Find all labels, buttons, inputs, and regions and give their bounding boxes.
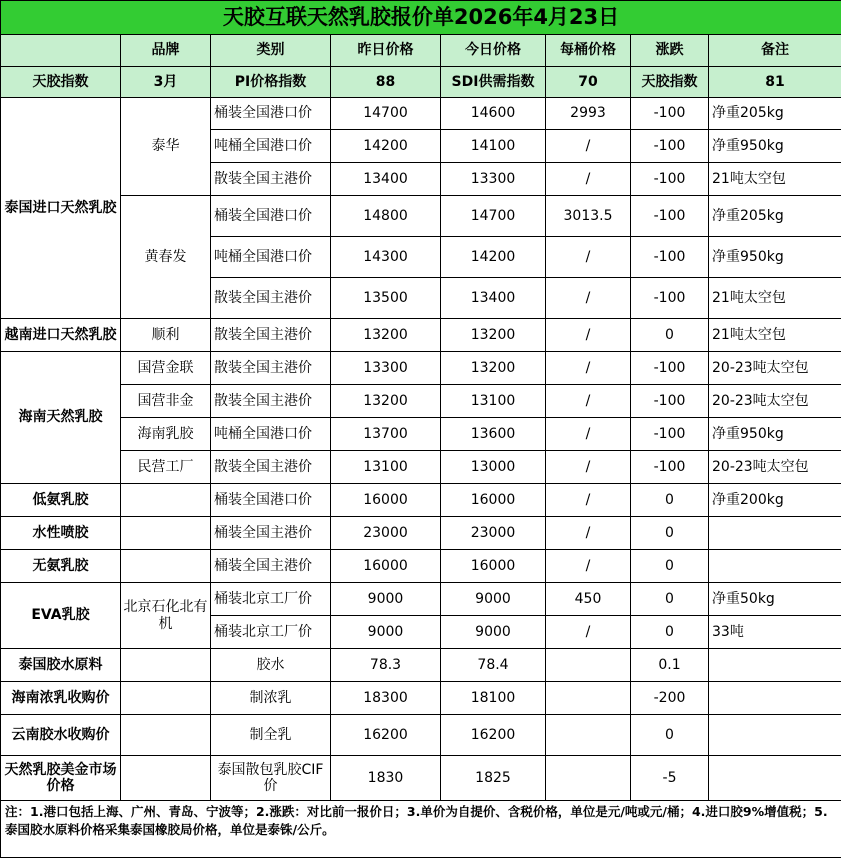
barrel-price-cell: / [546, 163, 631, 196]
today-price-cell: 13000 [441, 451, 546, 484]
note-cell: 20-23吨太空包 [709, 352, 841, 385]
yesterday-price-cell: 13700 [331, 418, 441, 451]
change-cell: -100 [631, 352, 709, 385]
barrel-price-cell: / [546, 278, 631, 319]
note-cell: 20-23吨太空包 [709, 385, 841, 418]
yesterday-price-cell: 13200 [331, 319, 441, 352]
brand-cell [121, 550, 211, 583]
note-cell: 净重950kg [709, 237, 841, 278]
today-price-cell: 13600 [441, 418, 546, 451]
note-cell: 净重950kg [709, 418, 841, 451]
yesterday-price-cell: 1830 [331, 756, 441, 801]
table-row [1, 484, 841, 517]
yesterday-price-cell: 14200 [331, 130, 441, 163]
table-row [1, 550, 841, 583]
yesterday-price-cell: 14700 [331, 98, 441, 130]
brand-cell: 民营工厂 [121, 451, 211, 484]
yesterday-price-cell: 14300 [331, 237, 441, 278]
note-cell [709, 649, 841, 682]
category-cell: 散装全国主港价 [211, 278, 331, 319]
yesterday-price-cell: 9000 [331, 616, 441, 649]
brand-cell [121, 484, 211, 517]
today-price-cell: 18100 [441, 682, 546, 715]
footnote: 注：1.港口包括上海、广州、青岛、宁波等；2.涨跌：对比前一报价日；3.单价为自提价、含税价格，单位是元/吨或元/桶；4.进口胶9%增值税；5.泰国胶水原料价格采集泰国橡胶局价格，单位是泰铢/公斤。 [1, 801, 841, 858]
today-price-cell: 13100 [441, 385, 546, 418]
note-cell: 33吨 [709, 616, 841, 649]
barrel-price-cell: / [546, 130, 631, 163]
category-cell: 桶装北京工厂价 [211, 616, 331, 649]
category-cell: 桶装全国港口价 [211, 196, 331, 237]
product-group-cell: 海南天然乳胶 [1, 352, 121, 484]
barrel-price-cell: / [546, 550, 631, 583]
barrel-price-cell: / [546, 352, 631, 385]
index-cell: 88 [331, 67, 441, 98]
today-price-cell: 14200 [441, 237, 546, 278]
product-group-cell: 无氨乳胶 [1, 550, 121, 583]
note-cell: 净重950kg [709, 130, 841, 163]
change-cell: -100 [631, 418, 709, 451]
header-cell: 今日价格 [441, 35, 546, 67]
product-group-cell: 天然乳胶美金市场价格 [1, 756, 121, 801]
yesterday-price-cell: 16000 [331, 550, 441, 583]
barrel-price-cell [546, 756, 631, 801]
yesterday-price-cell: 13100 [331, 451, 441, 484]
header-cell: 备注 [709, 35, 841, 67]
barrel-price-cell: / [546, 451, 631, 484]
yesterday-price-cell: 13300 [331, 352, 441, 385]
today-price-cell: 16000 [441, 550, 546, 583]
barrel-price-cell: / [546, 385, 631, 418]
note-cell [709, 682, 841, 715]
index-cell: SDI供需指数 [441, 67, 546, 98]
change-cell: -100 [631, 196, 709, 237]
brand-cell: 顺利 [121, 319, 211, 352]
yesterday-price-cell: 16000 [331, 484, 441, 517]
category-cell: 散装全国主港价 [211, 451, 331, 484]
brand-cell: 北京石化北有机 [121, 583, 211, 649]
category-cell: 吨桶全国港口价 [211, 418, 331, 451]
category-cell: 泰国散包乳胶CIF价 [211, 756, 331, 801]
brand-cell: 黄春发 [121, 196, 211, 319]
today-price-cell: 1825 [441, 756, 546, 801]
note-cell: 21吨太空包 [709, 319, 841, 352]
table-row [1, 385, 841, 418]
change-cell: -200 [631, 682, 709, 715]
table-row [1, 583, 841, 616]
change-cell: 0 [631, 484, 709, 517]
note-cell: 21吨太空包 [709, 163, 841, 196]
barrel-price-cell: / [546, 418, 631, 451]
note-cell: 净重205kg [709, 196, 841, 237]
change-cell: 0 [631, 517, 709, 550]
brand-cell [121, 715, 211, 756]
change-cell: -100 [631, 163, 709, 196]
brand-cell [121, 517, 211, 550]
table-row [1, 352, 841, 385]
barrel-price-cell: / [546, 237, 631, 278]
yesterday-price-cell: 16200 [331, 715, 441, 756]
note-cell [709, 756, 841, 801]
footnote-row [1, 801, 841, 858]
header-cell: 品牌 [121, 35, 211, 67]
today-price-cell: 14100 [441, 130, 546, 163]
yesterday-price-cell: 13500 [331, 278, 441, 319]
yesterday-price-cell: 18300 [331, 682, 441, 715]
today-price-cell: 14600 [441, 98, 546, 130]
table-row [1, 418, 841, 451]
category-cell: 桶装全国港口价 [211, 484, 331, 517]
index-cell: 81 [709, 67, 841, 98]
note-cell [709, 715, 841, 756]
change-cell: -100 [631, 278, 709, 319]
table-row [1, 196, 841, 237]
category-cell: 桶装全国港口价 [211, 98, 331, 130]
barrel-price-cell: / [546, 616, 631, 649]
today-price-cell: 9000 [441, 583, 546, 616]
barrel-price-cell: / [546, 484, 631, 517]
change-cell: 0.1 [631, 649, 709, 682]
index-cell: 70 [546, 67, 631, 98]
category-cell: 吨桶全国港口价 [211, 130, 331, 163]
product-group-cell: 云南胶水收购价 [1, 715, 121, 756]
today-price-cell: 78.4 [441, 649, 546, 682]
today-price-cell: 13400 [441, 278, 546, 319]
product-group-cell: 低氨乳胶 [1, 484, 121, 517]
index-cell: 天胶指数 [1, 67, 121, 98]
product-group-cell: 水性喷胶 [1, 517, 121, 550]
table-row [1, 756, 841, 801]
today-price-cell: 23000 [441, 517, 546, 550]
note-cell [709, 550, 841, 583]
product-group-cell: 泰国进口天然乳胶 [1, 98, 121, 319]
table-row [1, 517, 841, 550]
yesterday-price-cell: 13200 [331, 385, 441, 418]
barrel-price-cell [546, 682, 631, 715]
barrel-price-cell: / [546, 517, 631, 550]
brand-cell: 泰华 [121, 98, 211, 196]
note-cell: 20-23吨太空包 [709, 451, 841, 484]
table-row [1, 451, 841, 484]
yesterday-price-cell: 14800 [331, 196, 441, 237]
yesterday-price-cell: 9000 [331, 583, 441, 616]
today-price-cell: 13200 [441, 319, 546, 352]
brand-cell: 国营非金 [121, 385, 211, 418]
change-cell: -100 [631, 451, 709, 484]
header-cell: 类别 [211, 35, 331, 67]
note-cell: 21吨太空包 [709, 278, 841, 319]
brand-cell: 海南乳胶 [121, 418, 211, 451]
barrel-price-cell: / [546, 319, 631, 352]
index-row [1, 67, 841, 98]
yesterday-price-cell: 13400 [331, 163, 441, 196]
category-cell: 桶装北京工厂价 [211, 583, 331, 616]
change-cell: -100 [631, 385, 709, 418]
table-row [1, 682, 841, 715]
category-cell: 散装全国主港价 [211, 385, 331, 418]
brand-cell [121, 649, 211, 682]
product-group-label: 越南进口天然乳胶 [4, 327, 117, 343]
yesterday-price-cell: 78.3 [331, 649, 441, 682]
product-group-cell: 海南浓乳收购价 [1, 682, 121, 715]
change-cell: 0 [631, 616, 709, 649]
barrel-price-cell: 3013.5 [546, 196, 631, 237]
change-cell: 0 [631, 550, 709, 583]
today-price-cell: 16200 [441, 715, 546, 756]
category-cell: 桶装全国主港价 [211, 550, 331, 583]
product-group-cell [1, 319, 121, 352]
change-cell: 0 [631, 715, 709, 756]
header-row [1, 35, 841, 67]
brand-cell: 国营金联 [121, 352, 211, 385]
change-cell: -100 [631, 237, 709, 278]
table-row [1, 319, 841, 352]
index-cell: 天胶指数 [631, 67, 709, 98]
category-cell: 散装全国主港价 [211, 352, 331, 385]
today-price-cell: 9000 [441, 616, 546, 649]
brand-cell [121, 756, 211, 801]
note-cell: 净重205kg [709, 98, 841, 130]
header-cell: 涨跌 [631, 35, 709, 67]
change-cell: -5 [631, 756, 709, 801]
note-cell: 净重200kg [709, 484, 841, 517]
table-row [1, 715, 841, 756]
today-price-cell: 14700 [441, 196, 546, 237]
table-row [1, 649, 841, 682]
category-cell: 制全乳 [211, 715, 331, 756]
change-cell: 0 [631, 319, 709, 352]
category-cell: 桶装全国主港价 [211, 517, 331, 550]
change-cell: -100 [631, 98, 709, 130]
category-cell: 制浓乳 [211, 682, 331, 715]
change-cell: -100 [631, 130, 709, 163]
brand-cell [121, 682, 211, 715]
category-cell: 吨桶全国港口价 [211, 237, 331, 278]
table-row [1, 98, 841, 130]
category-cell: 散装全国主港价 [211, 319, 331, 352]
index-cell: PI价格指数 [211, 67, 331, 98]
barrel-price-cell [546, 649, 631, 682]
category-cell: 胶水 [211, 649, 331, 682]
barrel-price-cell [546, 715, 631, 756]
header-cell: 每桶价格 [546, 35, 631, 67]
barrel-price-cell: 2993 [546, 98, 631, 130]
category-cell: 散装全国主港价 [211, 163, 331, 196]
product-group-cell: 泰国胶水原料 [1, 649, 121, 682]
index-cell: 3月 [121, 67, 211, 98]
product-group-cell: EVA乳胶 [1, 583, 121, 649]
page-title: 天胶互联天然乳胶报价单2026年4月23日 [1, 1, 841, 35]
change-cell: 0 [631, 583, 709, 616]
note-cell: 净重50kg [709, 583, 841, 616]
header-cell [1, 35, 121, 67]
barrel-price-cell: 450 [546, 583, 631, 616]
today-price-cell: 13200 [441, 352, 546, 385]
today-price-cell: 16000 [441, 484, 546, 517]
note-cell [709, 517, 841, 550]
yesterday-price-cell: 23000 [331, 517, 441, 550]
today-price-cell: 13300 [441, 163, 546, 196]
header-cell: 昨日价格 [331, 35, 441, 67]
